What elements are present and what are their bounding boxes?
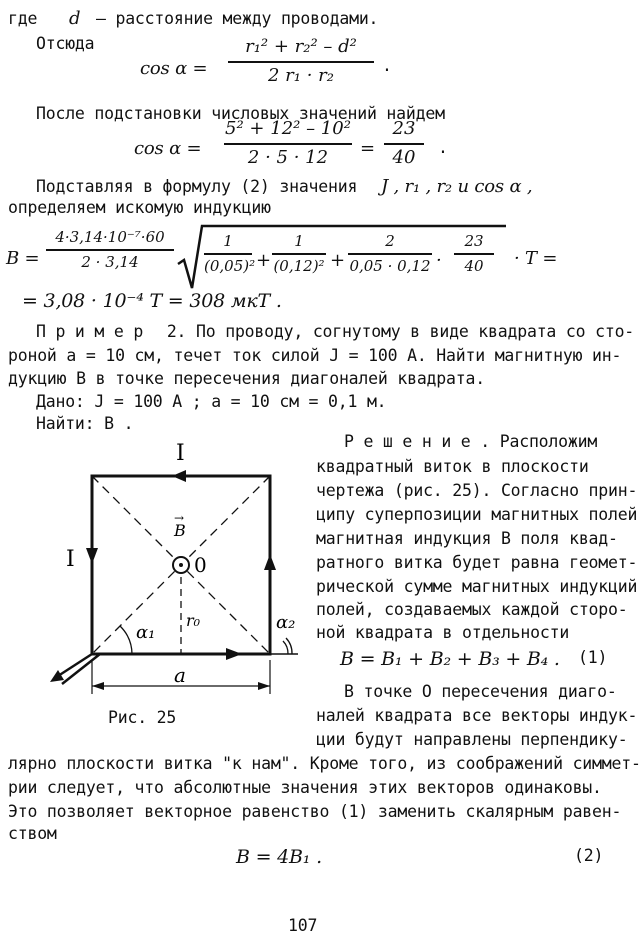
distance-text: – расстояние между проводами. bbox=[96, 9, 379, 28]
solution-line-7: рической сумме магнитных индукций bbox=[316, 577, 638, 596]
cos2-result-fraction bbox=[384, 118, 424, 169]
B-fraction bbox=[46, 228, 174, 272]
define-line: определяем искомую индукцию bbox=[8, 198, 271, 217]
fraction-bar bbox=[454, 253, 494, 255]
substitution-line: После подстановки числовых значений найдем bbox=[36, 104, 445, 123]
sqrt-dot: · bbox=[436, 250, 442, 271]
cos-dot: . bbox=[382, 56, 392, 75]
word-where: где bbox=[8, 9, 38, 28]
cos-fraction bbox=[228, 36, 374, 87]
label-I-left: I bbox=[66, 547, 75, 572]
label-r0: r₀ bbox=[186, 611, 201, 630]
term4-num: 23 bbox=[464, 232, 484, 250]
paragraph-line-4: ством bbox=[8, 824, 57, 843]
solution-line-8: полей, создаваемых каждой сторо- bbox=[316, 600, 628, 619]
substitute-text: Подставляя в формулу (2) значения bbox=[36, 177, 358, 196]
term2-den: (0,12)² bbox=[273, 256, 325, 275]
solution-label: Р е ш е н и е . bbox=[344, 432, 491, 451]
solution-line-12: ции будут направлены перпендику- bbox=[316, 730, 628, 749]
page-number: 107 bbox=[288, 916, 318, 935]
var-d: d bbox=[68, 8, 81, 29]
solution-line-6: ратного витка будет равна геомет- bbox=[316, 553, 638, 572]
solution-line-2: квадратный виток в плоскости bbox=[316, 457, 589, 476]
angle-alpha1-arc bbox=[120, 626, 132, 654]
intro-line bbox=[8, 8, 378, 31]
paragraph-line-3: Это позволяет векторное равенство (1) заменить скалярным равен- bbox=[8, 802, 622, 821]
figure-caption: Рис. 25 bbox=[108, 708, 177, 727]
B-denominator: 2 · 3,14 bbox=[81, 252, 139, 271]
plus1: + bbox=[256, 250, 271, 271]
arrow-right bbox=[264, 554, 276, 570]
substitute-line bbox=[36, 176, 532, 199]
final-equation: B = 4B₁ . bbox=[236, 846, 322, 868]
cos2-result-num: 23 bbox=[392, 118, 416, 139]
sqrt-term1 bbox=[204, 232, 256, 276]
dim-arrow-right bbox=[258, 682, 270, 690]
solution-line-3: чертежа (рис. 25). Согласно прин- bbox=[316, 481, 638, 500]
arrow-top bbox=[172, 470, 186, 482]
term3-num: 2 bbox=[385, 232, 395, 250]
sqrt-term4 bbox=[454, 232, 494, 276]
term1-num: 1 bbox=[223, 232, 233, 250]
fraction-bar bbox=[204, 253, 252, 255]
B-numerator: 4·3,14·10⁻⁷·60 bbox=[55, 228, 165, 246]
plus2: + bbox=[330, 250, 345, 271]
cos2-fraction bbox=[224, 118, 352, 169]
solution-line-11: налей квадрата все векторы индук- bbox=[316, 706, 638, 725]
figure-25 bbox=[36, 438, 326, 708]
fraction-bar bbox=[348, 253, 432, 255]
cos2-lhs: cos α = bbox=[134, 138, 202, 159]
solution-line-9: ной квадрата в отдельности bbox=[316, 623, 570, 642]
hence-line: Отсюда bbox=[36, 34, 95, 53]
cos2-equals: = bbox=[360, 138, 375, 159]
sqrt-term3 bbox=[348, 232, 432, 276]
fraction-bar bbox=[384, 143, 424, 145]
example-line-1 bbox=[36, 322, 634, 343]
cos-lhs: cos α = bbox=[140, 58, 208, 79]
label-alpha1: α₁ bbox=[136, 622, 156, 643]
term1-den: (0,05)² bbox=[204, 256, 256, 275]
cos2-denominator: 2 · 5 · 12 bbox=[247, 146, 329, 168]
sqrt-term2 bbox=[272, 232, 326, 276]
find-line: Найти: B . bbox=[36, 414, 134, 433]
example-line-2: роной a = 10 см, течет ток силой J = 100 А. Найти магнитную ин- bbox=[8, 346, 622, 365]
equation-number-1: (1) bbox=[578, 648, 608, 667]
fraction-bar bbox=[46, 249, 174, 251]
angle-alpha2-arc bbox=[283, 641, 288, 654]
solution-line-5: магнитная индукция B поля квад- bbox=[316, 529, 618, 548]
B-tail: · T = bbox=[514, 248, 558, 269]
fraction-bar bbox=[272, 253, 326, 255]
example-text-1: 2. По проводу, согнутому в виде квадрата со сто- bbox=[166, 322, 635, 341]
substitute-vars: J , r₁ , r₂ и cos α , bbox=[380, 176, 533, 197]
solution-line-10: В точке O пересечения диаго- bbox=[344, 682, 617, 701]
cos2-numerator: 5² + 12² – 10² bbox=[225, 118, 351, 139]
example-label: П р и м е р bbox=[36, 322, 144, 341]
arrow-bottom bbox=[226, 648, 242, 660]
given-line: Дано: J = 100 А ; a = 10 см = 0,1 м. bbox=[36, 392, 387, 411]
term2-num: 1 bbox=[294, 232, 304, 250]
cos2-dot: . bbox=[438, 138, 448, 157]
paragraph-line-2: рии следует, что абсолютные значения этих векторов одинаковы. bbox=[8, 778, 602, 797]
label-I-top: I bbox=[176, 441, 185, 466]
cos-numerator: r₁² + r₂² – d² bbox=[245, 36, 357, 57]
term3-den: 0,05 · 0,12 bbox=[349, 256, 431, 275]
B-result: = 3,08 · 10⁻⁴ T = 308 мкТ . bbox=[22, 290, 282, 312]
term4-den: 40 bbox=[464, 256, 484, 275]
solution-line-1 bbox=[344, 432, 597, 453]
label-a: a bbox=[174, 663, 186, 687]
fraction-bar bbox=[224, 143, 352, 145]
cos2-result-den: 40 bbox=[392, 146, 416, 168]
B-lhs: B = bbox=[6, 248, 40, 269]
cos-denominator: 2 r₁ · r₂ bbox=[268, 64, 334, 86]
equation-number-2: (2) bbox=[574, 846, 604, 865]
solution-text-1: Расположим bbox=[499, 432, 598, 451]
arrow-left bbox=[86, 548, 98, 564]
dim-arrow-left bbox=[92, 682, 104, 690]
example-line-3: дукцию B в точке пересечения диагоналей квадрата. bbox=[8, 369, 485, 388]
label-B: B bbox=[174, 521, 186, 540]
lead-arrow bbox=[50, 670, 64, 682]
fraction-bar bbox=[228, 61, 374, 63]
vector-sum: B = B₁ + B₂ + B₃ + B₄ . bbox=[340, 648, 560, 670]
solution-line-4: ципу суперпозиции магнитных полей bbox=[316, 505, 638, 524]
label-alpha2: α₂ bbox=[276, 612, 296, 633]
out-of-page-dot bbox=[179, 563, 183, 567]
paragraph-line-1: лярно плоскости витка "к нам". Кроме того, из соображений симмет- bbox=[8, 754, 641, 773]
label-O: 0 bbox=[194, 553, 207, 577]
label-B-arrow: → bbox=[174, 511, 185, 525]
